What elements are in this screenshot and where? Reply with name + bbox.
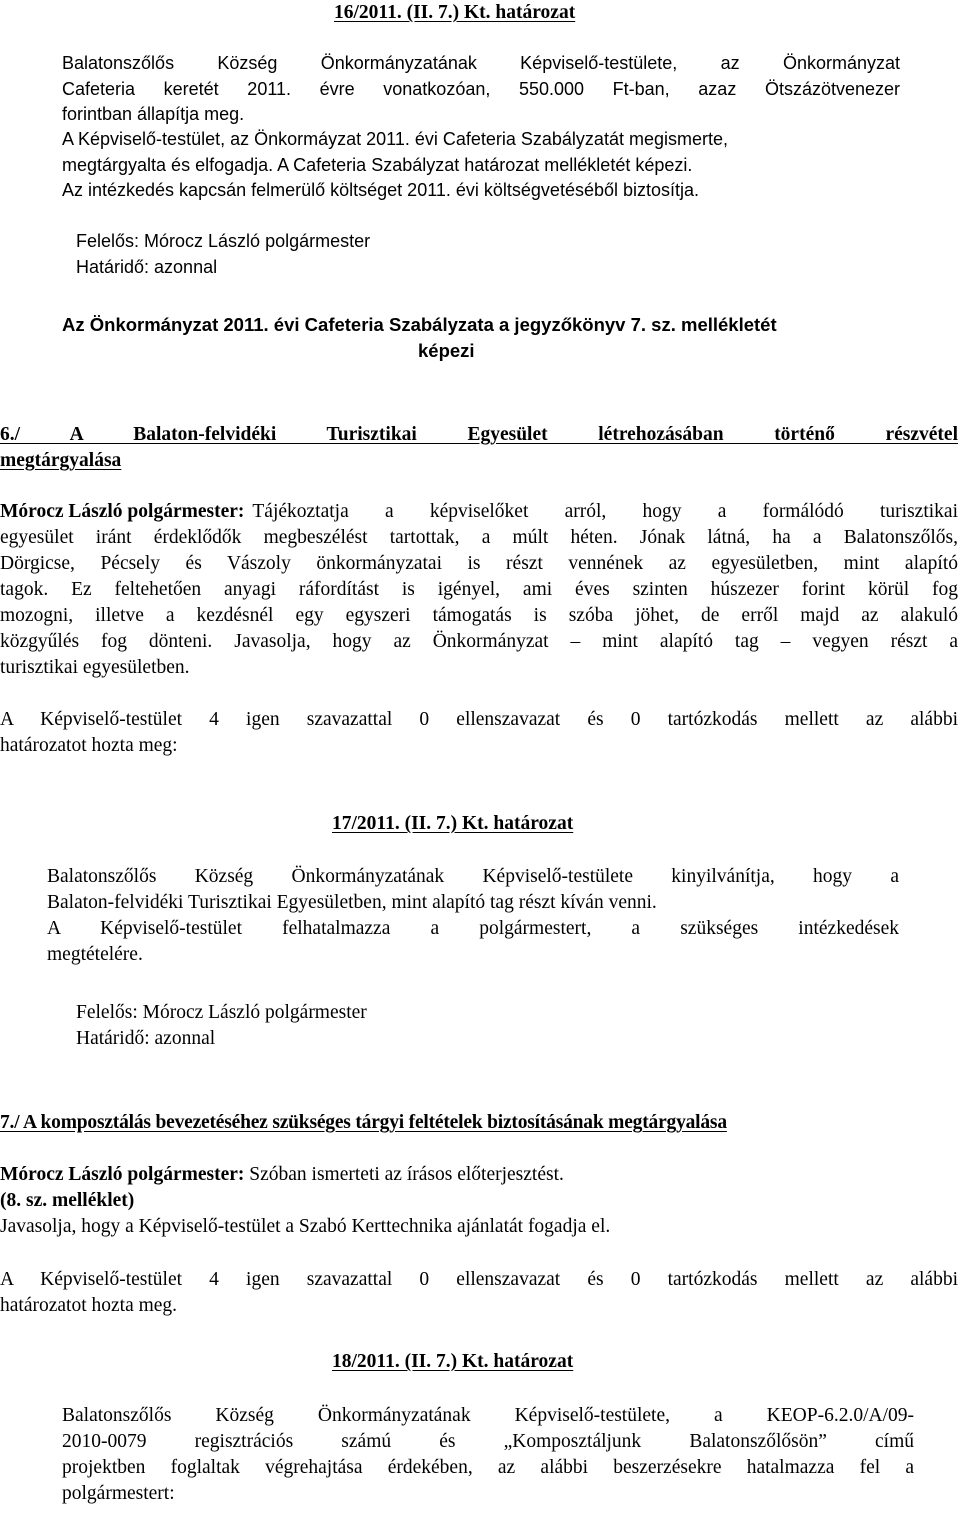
resolution-16-annex-line-1: Az Önkormányzat 2011. évi Cafeteria Szabályzata a jegyzőkönyv 7. sz. mellékletét bbox=[62, 314, 777, 335]
resolution-16-line-6: Az intézkedés kapcsán felmerülő költséget 2011. évi költségvetéséből biztosítja. bbox=[62, 180, 700, 200]
resolution-16-annex-line-2: képezi bbox=[418, 340, 475, 361]
agenda-item-6-title-line-2: megtárgyalása bbox=[0, 450, 122, 471]
agenda-item-6-speech-line-7: turisztikai egyesületben. bbox=[0, 657, 190, 678]
resolution-17-line-4: megtételére. bbox=[47, 944, 143, 965]
speaker-label: Mórocz László polgármester: bbox=[0, 501, 245, 522]
agenda-item-6-speech-line-3: Dörgicse, Pécsely és Vászoly önkormányzatai is részt vennének az egyesületben, mint alapító bbox=[0, 553, 958, 574]
resolution-17-line-1: Balatonszőlős Község Önkormányzatának Képviselő-testülete kinyilvánítja, hogy a bbox=[47, 866, 899, 887]
resolution-16-line-3: forintban állapítja meg. bbox=[62, 104, 245, 124]
resolution-18-line-4: polgármestert: bbox=[62, 1483, 175, 1504]
resolution-16-line-1: Balatonszőlős Község Önkormányzatának Képviselő-testülete, az Önkormányzat bbox=[62, 53, 900, 73]
resolution-16-responsible: Felelős: Mórocz László polgármester bbox=[76, 231, 371, 251]
resolution-16-deadline: Határidő: azonnal bbox=[76, 257, 218, 277]
speaker-label: Mórocz László polgármester: bbox=[0, 1164, 245, 1185]
agenda-item-6-title-line-1: 6./ A Balaton-felvidéki Turisztikai Egyesület létrehozásában történő részvétel bbox=[0, 424, 958, 445]
resolution-17-heading: 17/2011. (II. 7.) Kt. határozat bbox=[332, 813, 574, 834]
agenda-item-6-speech-line-2: egyesület iránt érdeklődők megbeszélést tartottak, a múlt héten. Jónak látná, ha a Balatonszőlős, bbox=[0, 527, 958, 548]
speech-text: Tájékoztatja a képviselőket arról, hogy a formálódó turisztikai bbox=[252, 501, 958, 522]
resolution-18-line-1: Balatonszőlős Község Önkormányzatának Képviselő-testülete, a KEOP-6.2.0/A/09- bbox=[62, 1405, 914, 1426]
resolution-17-line-2: Balaton-felvidéki Turisztikai Egyesületben, mint alapító tag részt kíván venni. bbox=[47, 892, 657, 913]
agenda-item-7-title: 7./ A komposztálás bevezetéséhez szükséges tárgyi feltételek biztosításának megtárgyalása bbox=[0, 1112, 727, 1133]
resolution-17-line-3: A Képviselő-testület felhatalmazza a polgármestert, a szükséges intézkedések bbox=[47, 918, 899, 939]
speech-text: Szóban ismerteti az írásos előterjesztést. bbox=[249, 1164, 564, 1185]
resolution-18-line-3: projektben foglaltak végrehajtása érdekében, az alábbi beszerzésekre hatalmazza fel a bbox=[62, 1457, 914, 1478]
agenda-item-7-vote-line-1: A Képviselő-testület 4 igen szavazattal 0 ellenszavazat és 0 tartózkodás mellett az alábbi bbox=[0, 1269, 958, 1290]
agenda-item-7-speech bbox=[0, 1162, 564, 1187]
resolution-18-line-2: 2010-0079 regisztrációs számú és „Komposztáljunk Balatonszőlősön” című bbox=[62, 1431, 914, 1452]
resolution-18-heading: 18/2011. (II. 7.) Kt. határozat bbox=[332, 1351, 574, 1372]
resolution-16-line-2: Cafeteria keretét 2011. évre vonatkozóan, 550.000 Ft-ban, azaz Ötszázötvenezer bbox=[62, 79, 900, 99]
agenda-item-6-speech-line-4: tagok. Ez feltehetően anyagi ráfordítást is igényel, ami éves szinten húszezer forint körül fog bbox=[0, 579, 958, 600]
resolution-17-deadline: Határidő: azonnal bbox=[76, 1028, 216, 1049]
resolution-16-line-5: megtárgyalta és elfogadja. A Cafeteria Szabályzat határozat mellékletét képezi. bbox=[62, 155, 693, 175]
resolution-16-heading: 16/2011. (II. 7.) Kt. határozat bbox=[334, 2, 576, 23]
agenda-item-6-speech-line-1 bbox=[0, 499, 958, 524]
agenda-item-6-vote-line-2: határozatot hozta meg: bbox=[0, 735, 178, 756]
agenda-item-7-proposal: Javasolja, hogy a Képviselő-testület a Szabó Kerttechnika ajánlatát fogadja el. bbox=[0, 1216, 611, 1237]
agenda-item-7-annex: (8. sz. melléklet) bbox=[0, 1190, 135, 1211]
agenda-item-6-speech-line-5: mozogni, illetve a kezdésnél egy egyszeri támogatás is szóba jöhet, de erről majd az alakuló bbox=[0, 605, 958, 626]
agenda-item-7-vote-line-2: határozatot hozta meg. bbox=[0, 1295, 178, 1316]
resolution-16-line-4: A Képviselő-testület, az Önkormáyzat 2011. évi Cafeteria Szabályzatát megismerte, bbox=[62, 129, 728, 149]
agenda-item-6-vote-line-1: A Képviselő-testület 4 igen szavazattal 0 ellenszavazat és 0 tartózkodás mellett az alábbi bbox=[0, 709, 958, 730]
agenda-item-6-speech-line-6: közgyűlés fog dönteni. Javasolja, hogy az Önkormányzat – mint alapító tag – vegyen részt a bbox=[0, 631, 958, 652]
resolution-17-responsible: Felelős: Mórocz László polgármester bbox=[76, 1002, 367, 1023]
